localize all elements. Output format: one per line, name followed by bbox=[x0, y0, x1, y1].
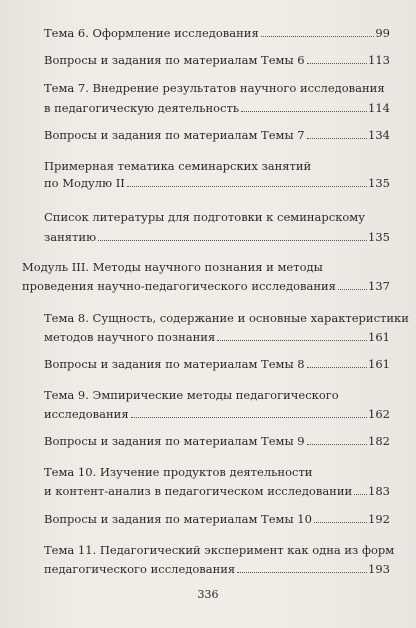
toc-entry-title-line-2: по Модулю II bbox=[44, 176, 125, 190]
toc-entry-title-line-1: Модуль III. Методы научного познания и методы bbox=[22, 260, 323, 274]
toc-entry-title-line-1: Тема 7. Внедрение результатов научного исследования bbox=[44, 81, 385, 95]
toc-entry-title: Вопросы и задания по материалам Темы 10 bbox=[44, 512, 312, 526]
toc-entry-topic-7 bbox=[44, 81, 390, 116]
toc-entry-questions-10 bbox=[44, 512, 390, 527]
dot-leader bbox=[217, 340, 367, 341]
toc-page-number: 135 bbox=[368, 230, 390, 244]
toc-entry-title-line-2: и контент-анализ в педагогическом исследовании bbox=[44, 484, 353, 498]
dot-leader bbox=[241, 111, 367, 112]
toc-entry-title-line-2: занятию bbox=[44, 230, 97, 244]
dot-leader bbox=[307, 63, 367, 64]
toc-entry-literature bbox=[44, 210, 390, 245]
dot-leader bbox=[98, 240, 367, 241]
toc-entry-questions-9 bbox=[44, 434, 390, 449]
toc-page-number: 183 bbox=[368, 484, 390, 498]
toc-entry-title-line-2: проведения научно-педагогического исследования bbox=[22, 279, 336, 293]
toc-entry-topic-10 bbox=[44, 465, 390, 499]
toc-entry-questions-7 bbox=[44, 128, 390, 143]
toc-entry-title-line-1: Тема 11. Педагогический эксперимент как одна из форм bbox=[44, 543, 395, 557]
dot-leader bbox=[127, 186, 367, 187]
toc-page-number: 162 bbox=[368, 407, 390, 421]
toc-page-number: 192 bbox=[368, 512, 390, 526]
toc-entry-topic-6 bbox=[44, 26, 390, 41]
dot-leader bbox=[307, 444, 367, 445]
toc-page-number: 161 bbox=[368, 330, 390, 344]
toc-entry-title: Вопросы и задания по материалам Темы 6 bbox=[44, 53, 305, 67]
dot-leader bbox=[338, 289, 367, 290]
toc-page-number: 99 bbox=[375, 26, 390, 40]
toc-entry-title-line-2: исследования bbox=[44, 407, 129, 421]
toc-entry-title: Вопросы и задания по материалам Темы 8 bbox=[44, 357, 305, 371]
toc-entry-title: Тема 6. Оформление исследования bbox=[44, 26, 259, 40]
toc-entry-topic-9 bbox=[44, 388, 390, 422]
toc-entry-title-line-2: в педагогическую деятельность bbox=[44, 101, 240, 115]
dot-leader bbox=[314, 522, 367, 523]
dot-leader bbox=[131, 417, 367, 418]
toc-entry-title-line-1: Список литературы для подготовки к семинарскому bbox=[44, 210, 366, 224]
toc-entry-title: Вопросы и задания по материалам Темы 7 bbox=[44, 128, 305, 142]
toc-entry-topic-8 bbox=[44, 311, 409, 345]
toc-entry-seminar-topics bbox=[44, 159, 390, 191]
toc-page-number: 113 bbox=[368, 53, 390, 67]
toc-entry-topic-11 bbox=[44, 543, 395, 577]
toc-page-number: 161 bbox=[368, 357, 390, 371]
toc-entry-questions-8 bbox=[44, 357, 390, 372]
toc-entry-module-3 bbox=[22, 260, 390, 294]
dot-leader bbox=[307, 367, 367, 368]
toc-entry-title: Вопросы и задания по материалам Темы 9 bbox=[44, 434, 305, 448]
toc-page-number: 114 bbox=[368, 101, 390, 115]
toc-page-number: 134 bbox=[368, 128, 390, 142]
toc-entry-title-line-1: Тема 8. Сущность, содержание и основные характеристики bbox=[44, 311, 409, 325]
toc-entry-title-line-1: Тема 9. Эмпирические методы педагогического bbox=[44, 388, 339, 402]
dot-leader bbox=[354, 494, 367, 495]
toc-entry-title-line-1: Тема 10. Изучение продуктов деятельности bbox=[44, 465, 313, 479]
toc-entry-title-line-2: методов научного познания bbox=[44, 330, 216, 344]
toc-page-number: 135 bbox=[368, 176, 390, 190]
dot-leader bbox=[237, 572, 367, 573]
dot-leader bbox=[261, 36, 375, 37]
toc-entry-title-line-1: Примерная тематика семинарских занятий bbox=[44, 159, 312, 173]
toc-entry-questions-6 bbox=[44, 53, 390, 68]
dot-leader bbox=[307, 138, 367, 139]
page-number: 336 bbox=[197, 588, 219, 601]
toc-page-number: 182 bbox=[368, 434, 390, 448]
toc-entry-title-line-2: педагогического исследования bbox=[44, 562, 236, 576]
toc-page-number: 193 bbox=[368, 562, 390, 576]
toc-page-number: 137 bbox=[368, 279, 390, 293]
